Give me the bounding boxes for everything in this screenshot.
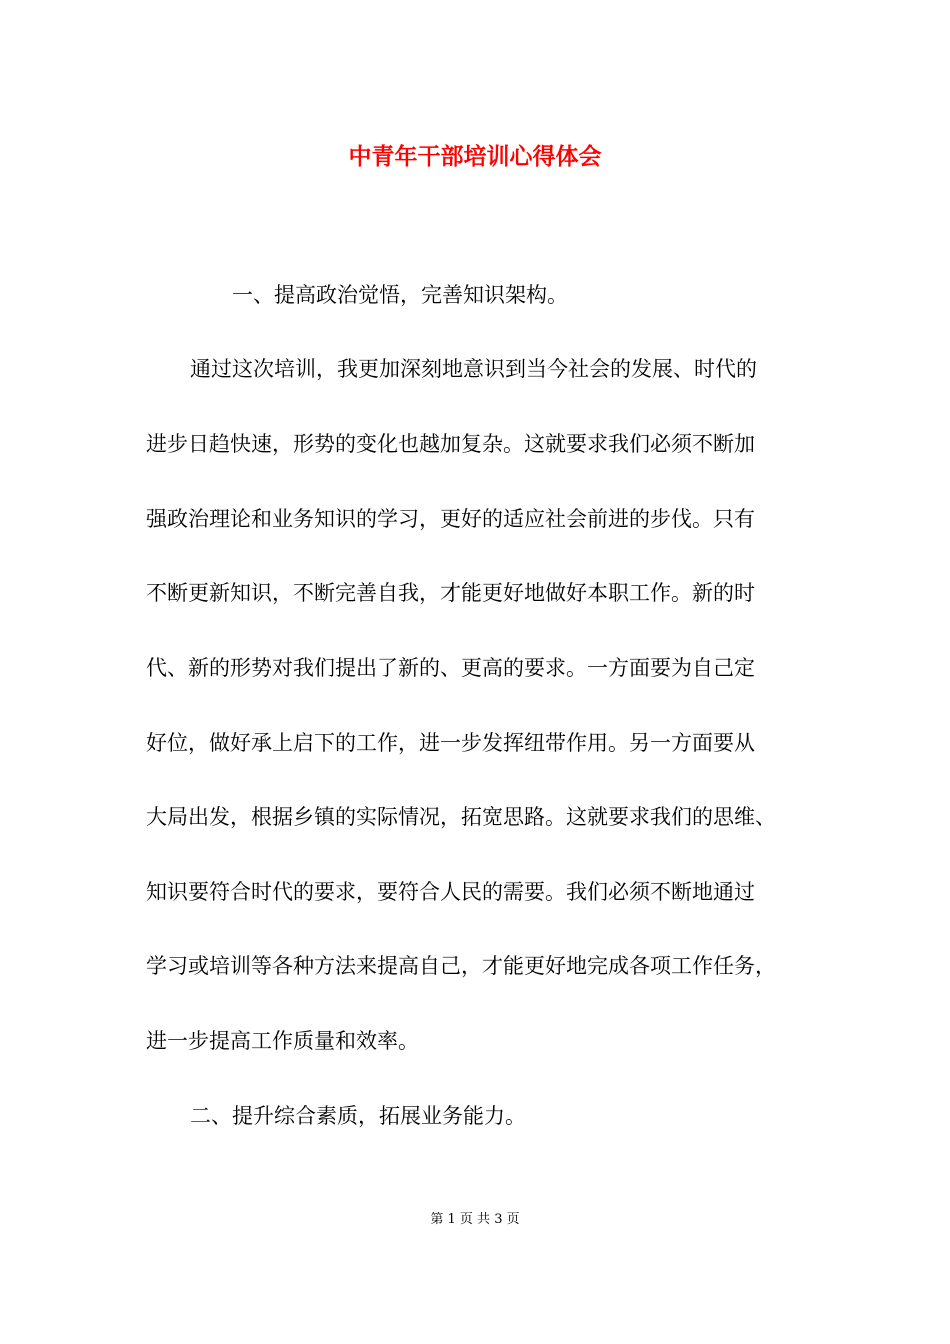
- paragraph-line: 学习或培训等各种方法来提高自己，才能更好地完成各项工作任务，: [146, 954, 776, 978]
- page-number-footer: 第 1 页 共 3 页: [430, 1212, 520, 1227]
- paragraph-line: 进步日趋快速，形势的变化也越加复杂。这就要求我们必须不断加: [146, 432, 755, 456]
- section1-heading: 一、提高政治觉悟，完善知识架构。: [232, 283, 568, 307]
- paragraph-line: 代、新的形势对我们提出了新的、更高的要求。一方面要为自己定: [146, 656, 755, 680]
- paragraph-line: 强政治理论和业务知识的学习，更好的适应社会前进的步伐。只有: [146, 507, 755, 531]
- document-title: 中青年干部培训心得体会: [348, 143, 602, 170]
- paragraph-line: 好位，做好承上启下的工作，进一步发挥纽带作用。另一方面要从: [146, 731, 755, 755]
- paragraph-line: 知识要符合时代的要求，要符合人民的需要。我们必须不断地通过: [146, 880, 755, 904]
- paragraph-line: 大局出发，根据乡镇的实际情况，拓宽思路。这就要求我们的思维、: [146, 805, 776, 829]
- paragraph-line: 进一步提高工作质量和效率。: [146, 1029, 419, 1053]
- section2-heading: 二、提升综合素质，拓展业务能力。: [190, 1104, 526, 1128]
- paragraph-line: 不断更新知识，不断完善自我，才能更好地做好本职工作。新的时: [146, 581, 755, 605]
- paragraph-line: 通过这次培训，我更加深刻地意识到当今社会的发展、时代的: [190, 357, 757, 381]
